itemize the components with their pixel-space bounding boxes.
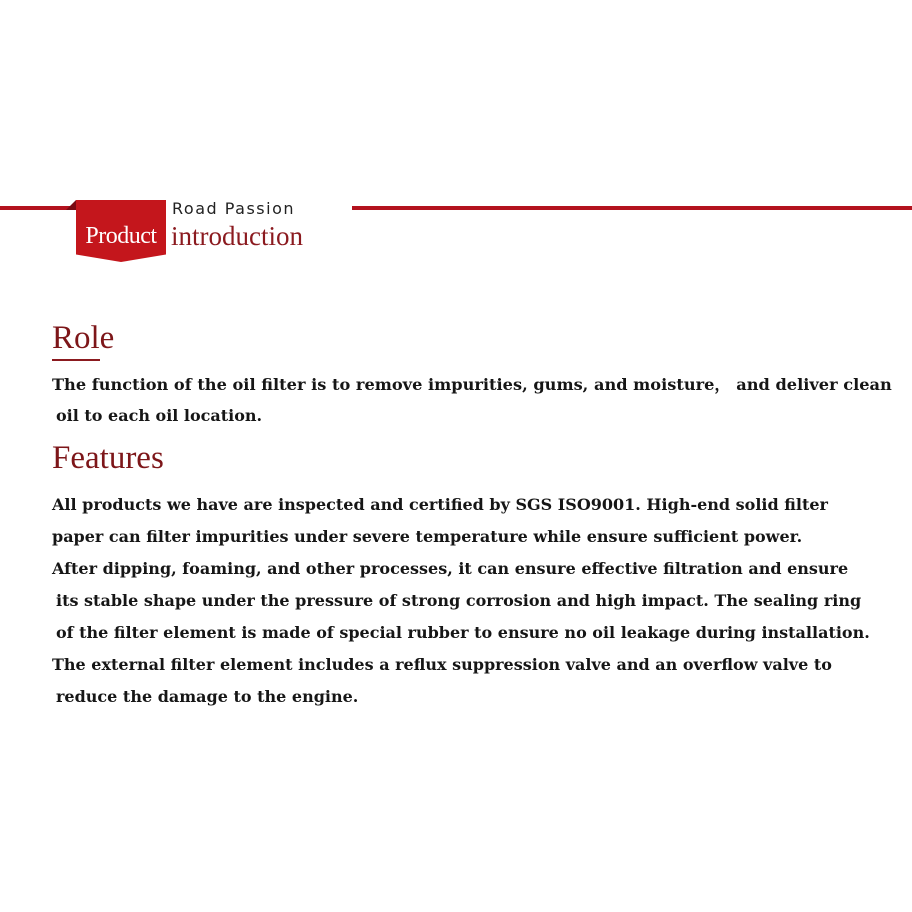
features-line-3: After dipping, foaming, and other processes, it can ensure effective filtration and ensure	[52, 559, 849, 578]
header-rule-right	[352, 206, 912, 210]
features-line-7: reduce the damage to the engine.	[56, 687, 359, 706]
role-heading-underline	[52, 359, 100, 361]
role-line-1: The function of the oil filter is to remove impurities, gums, and moisture， and deliver clean	[52, 375, 892, 394]
header-title: introduction	[171, 221, 303, 251]
role-line-2: oil to each oil location.	[56, 406, 263, 425]
features-line-1: All products we have are inspected and certified by SGS ISO9001. High-end solid filter	[52, 495, 828, 514]
features-heading: Features	[52, 440, 164, 476]
header-rule-left	[0, 206, 72, 210]
features-line-6: The external filter element includes a reflux suppression valve and an overflow valve to	[52, 655, 832, 674]
features-line-4: its stable shape under the pressure of strong corrosion and high impact. The sealing ring	[56, 591, 862, 610]
banner-fold	[66, 200, 76, 210]
product-tag-label: Product	[85, 223, 157, 249]
header-subtitle: Road Passion	[172, 199, 296, 218]
role-heading: Role	[52, 320, 115, 356]
features-line-2: paper can filter impurities under severe temperature while ensure sufficient power.	[52, 527, 803, 546]
features-line-5: of the filter element is made of special rubber to ensure no oil leakage during installation.	[56, 623, 870, 642]
